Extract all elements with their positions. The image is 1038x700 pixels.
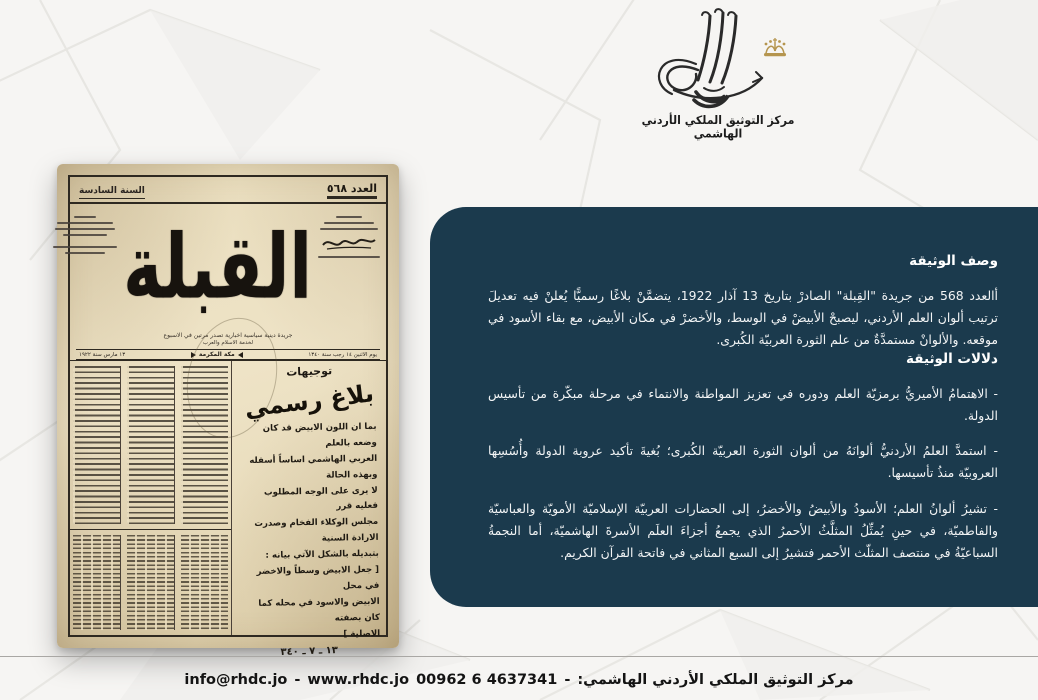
communique-text bbox=[236, 420, 382, 645]
significance-heading: دلالات الوثيقة bbox=[906, 351, 998, 368]
communique-line: بما ان اللون الابيض قد كان وضعه بالعلم bbox=[262, 421, 377, 449]
communique-line: الاصلية ] bbox=[342, 628, 380, 639]
text-bar bbox=[318, 256, 380, 258]
footer-separator: - bbox=[294, 672, 301, 688]
masthead-left-info bbox=[47, 204, 123, 332]
footer-org-name: مركز التوثيق الملكي الأردني الهاشمي: bbox=[577, 672, 854, 688]
significance-bullet: - تشيرُ ألوانُ العلم؛ الأسودُ والأبيضُ والأخضرُ، إلى الحضارات العربيّة الإسلاميّة الأمويّة والعباسيّة والفاطميّة، في حينِ يُمثِّلُ المثلَّثُ الأحمرُ الذي يجمعُ أجزاءَ العلَم الأسرةَ الهاشميّة، أما النجمةُ السباعيّةُ في منتصف المثلّث الأحمر فتشيرُ إلى السبع المثاني في فاتحة القرآن الكريم. bbox=[488, 500, 998, 560]
text-column bbox=[73, 535, 121, 630]
communique-line: مجلس الوكلاء الفخام وصدرت الارادة السنية bbox=[253, 517, 379, 545]
publication-year: السنة السادسة bbox=[79, 186, 145, 199]
text-bar bbox=[55, 228, 115, 230]
subtitle-line-1: جريدة دينية سياسية اخبارية تصدر مرتين في الاسبوع bbox=[163, 332, 293, 339]
text-bar bbox=[320, 228, 378, 230]
footer-phone[interactable]: 00962 6 4637341 bbox=[416, 672, 558, 688]
rhdc-logo-name: مركز التوثيق الملكي الأردني الهاشمي bbox=[641, 113, 795, 141]
text-bar bbox=[53, 246, 117, 248]
text-bar bbox=[65, 252, 105, 254]
verse-column bbox=[73, 366, 121, 524]
place-label: مكة المكرمة bbox=[198, 351, 235, 358]
communique-heading: بلاغ رسمي bbox=[242, 379, 375, 423]
hijri-date: يوم الاثنين ١٤ رجب سنة ١٣٤٠ bbox=[308, 351, 377, 358]
footer-email[interactable]: info@rhdc.jo bbox=[184, 672, 288, 688]
masthead-right-info bbox=[312, 204, 386, 332]
text-column bbox=[127, 535, 175, 630]
text-bar bbox=[63, 234, 107, 236]
text-bar bbox=[74, 216, 96, 218]
footer bbox=[0, 660, 1038, 700]
significance-bullet: - الاهتمامُ الأميريُّ برمزيّة العلم ودوره في تعزيز المواطنة والانتماء في مرحلة مبكّرة من تأسيس الدولة. bbox=[488, 386, 998, 424]
communique-date: ١٣ ـ ٧ ـ ٣٤٠ bbox=[279, 645, 338, 659]
newspaper-header bbox=[70, 177, 386, 204]
rhdc-logo bbox=[638, 8, 798, 140]
text-bar bbox=[57, 222, 113, 224]
communique-line: الابيض والاسود في محله كما كان بصفته bbox=[257, 596, 380, 624]
document-description-panel bbox=[430, 207, 1038, 607]
communique-line: العربي الهاشمي اساساً أسفله وبهذه الحالة bbox=[248, 453, 378, 481]
issue-number: العدد ٥٦٨ bbox=[327, 182, 377, 199]
text-column bbox=[181, 535, 228, 630]
owner-signature bbox=[321, 234, 377, 252]
footer-divider bbox=[0, 656, 1038, 657]
communique-line: لا يرى على الوجه المطلوب فعليه قرر bbox=[263, 485, 378, 512]
subtitle-line-2: لخدمة الاسلام والعرب bbox=[202, 340, 254, 346]
tughra-emblem bbox=[638, 8, 798, 110]
crown-icon bbox=[760, 36, 790, 64]
directives-heading: توجيهات bbox=[285, 364, 332, 379]
bottom-text-columns bbox=[70, 529, 231, 635]
newspaper-title: القبلة bbox=[123, 215, 312, 320]
gregorian-date: ١٣ مارس سنة ١٩٢٢ bbox=[79, 351, 126, 358]
masthead-title-area bbox=[123, 204, 312, 332]
verse-column bbox=[127, 366, 175, 524]
newspaper-scan bbox=[57, 164, 399, 659]
communique-line: [ جعل الابيض وسطاً والاخضر في محل bbox=[256, 564, 380, 592]
footer-separator: - bbox=[564, 672, 571, 688]
description-body: أالعدد 568 من جريدة "القِبلة" الصادرْ بتاريخ 13 آذار 1922، يتضمَّنْ بلاغًا رسميًّا يُعلنْ فيه تعديلَ ترتيب ألوان العلم الأردني، ليصبحْ الأبيضْ في الوسط، والأخضرْ في مكان الأبيض، مع بقاء الأسود في موقعه. والألوانْ مستمدَّةٌ من علم الثورة العربيّة الكُبرى. bbox=[488, 288, 998, 348]
description-heading: وصف الوثيقة bbox=[909, 253, 998, 269]
significance-bullet: - استمدَّ العلمُ الأردنيُّ ألوانَهُ من ألوان الثورة العربيّة الكُبرى؛ بُغيةَ تأكيد عروبة الدولة وأُسُسِها العروبيّة منذُ تأسيسها. bbox=[488, 443, 998, 481]
masthead-row bbox=[70, 204, 386, 332]
text-bar bbox=[324, 222, 374, 224]
footer-website[interactable]: www.rhdc.jo bbox=[307, 672, 410, 688]
communique-line: بتبديله بالشكل الآتي بيانه : bbox=[264, 548, 379, 561]
newspaper-frame bbox=[68, 175, 388, 659]
text-bar bbox=[336, 216, 362, 218]
